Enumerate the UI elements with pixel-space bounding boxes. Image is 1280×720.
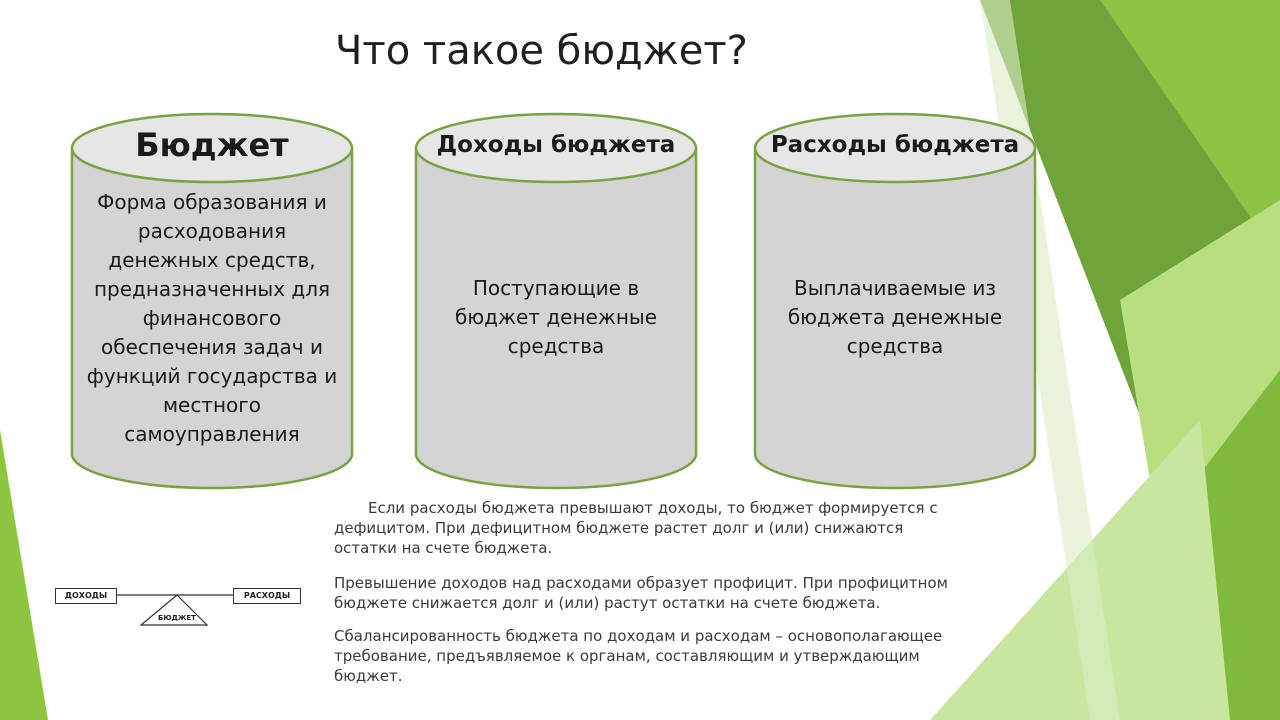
text-line: самоуправления — [124, 422, 300, 446]
text-line: финансового — [142, 306, 282, 330]
cylinder-text — [70, 188, 354, 449]
cylinder-text — [414, 274, 698, 361]
text-line: бюджете снижается долг и (или) растут остатки на счете бюджета. — [334, 594, 881, 612]
cylinder-revenue — [414, 112, 698, 490]
text-line: функций государства и — [86, 364, 338, 388]
bg-green-shape — [0, 430, 48, 720]
cylinder-budget — [70, 112, 354, 490]
text-line: средства — [507, 334, 605, 358]
text-line: бюджет. — [334, 667, 403, 685]
text-line: Сбалансированность бюджета по доходам и расходам – основополагающее — [334, 627, 943, 645]
text-line: бюджет денежные — [454, 305, 658, 329]
balance-scale-diagram — [55, 585, 305, 630]
scale-expenses-label: РАСХОДЫ — [233, 588, 301, 604]
text-line: расходования — [137, 219, 287, 243]
text-line: Форма образования и — [97, 190, 327, 214]
note-deficit — [334, 498, 1014, 558]
text-line: предназначенных для — [93, 277, 331, 301]
text-line: Если расходы бюджета превышают доходы, то бюджет формируется с — [368, 499, 938, 517]
scale-budget-label: БЮДЖЕТ — [158, 614, 196, 622]
text-line: остатки на счете бюджета. — [334, 539, 553, 557]
cylinder-heading: Расходы бюджета — [770, 132, 1020, 158]
cylinder-text — [753, 274, 1037, 361]
text-line: дефицитом. При дефицитном бюджете растет долг и (или) снижаются — [334, 519, 904, 537]
text-line: денежных средств, — [108, 248, 316, 272]
cylinder-heading: Доходы бюджета — [436, 132, 676, 158]
scale-revenue-label: ДОХОДЫ — [55, 588, 117, 604]
text-line: требование, предъявляемое к органам, составляющим и утверждающим — [334, 647, 920, 665]
text-line: обеспечения задач и — [101, 335, 323, 359]
text-line: Превышение доходов над расходами образует профицит. При профицитном — [334, 574, 948, 592]
text-line: Выплачиваемые из — [794, 276, 996, 300]
text-line: средства — [846, 334, 944, 358]
page-title: Что такое бюджет? — [335, 28, 748, 74]
cylinder-expenses — [753, 112, 1037, 490]
cylinder-heading: Бюджет — [135, 126, 289, 164]
note-balance — [334, 626, 1014, 686]
text-line: Поступающие в — [472, 276, 640, 300]
text-line: местного — [162, 393, 262, 417]
text-line: бюджета денежные — [787, 305, 1003, 329]
note-surplus — [334, 573, 1014, 613]
